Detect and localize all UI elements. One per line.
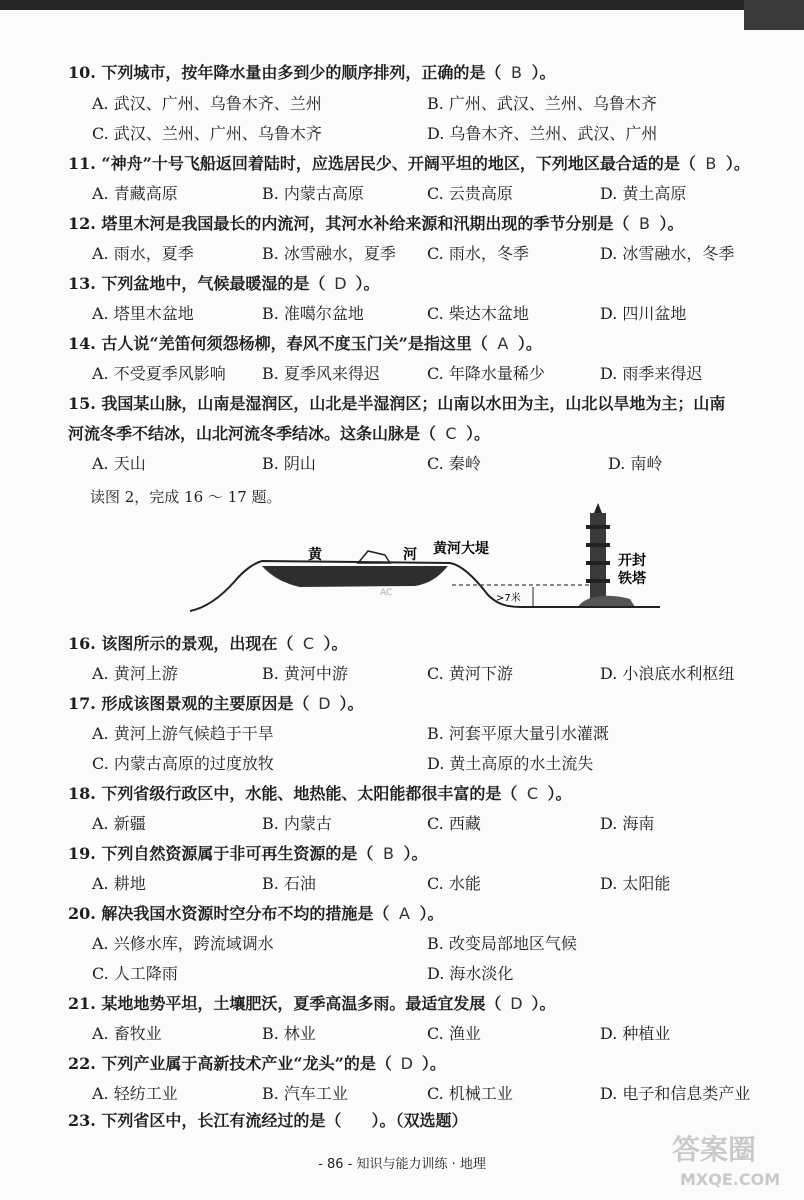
option-b: B. 汽车工业 — [262, 1084, 348, 1103]
question-stem: 下列省区中，长江有流经过的是（ — [101, 1111, 342, 1130]
option-c: C. 年降水量稀少 — [427, 364, 545, 383]
option-d: D. 乌鲁木齐、兰州、武汉、广州 — [427, 124, 658, 143]
option-d: D. 黄土高原的水土流失 — [427, 754, 594, 773]
question-13 — [68, 273, 379, 295]
question-stem: 下列产业属于高新技术产业“龙头”的是（ — [101, 1054, 392, 1073]
option-d: D. 种植业 — [600, 1024, 671, 1043]
option-c: C. 武汉、兰州、广州、乌鲁木齐 — [92, 124, 322, 143]
question-stem-end: ）。 — [419, 904, 444, 923]
handwritten-answer: B — [510, 63, 522, 82]
question-16 — [68, 633, 347, 655]
handwritten-answer: C — [445, 424, 457, 443]
handwritten-answer: D — [400, 1054, 413, 1073]
option-c: C. 人工降雨 — [92, 964, 178, 983]
option-d: D. 南岭 — [608, 454, 663, 473]
option-a: A. 青藏高原 — [92, 184, 178, 203]
question-number: 18. — [68, 784, 96, 803]
question-15 — [68, 393, 725, 415]
question-number: 10. — [68, 63, 96, 82]
question-number: 19. — [68, 844, 96, 863]
option-a: A. 轻纺工业 — [92, 1084, 178, 1103]
question-number: 13. — [68, 274, 96, 293]
option-d: D. 电子和信息类产业 — [600, 1084, 751, 1103]
option-c: C. 内蒙古高原的过度放牧 — [92, 754, 274, 773]
question-22 — [68, 1053, 446, 1075]
scan-top-edge — [0, 0, 804, 10]
option-c: C. 秦岭 — [427, 454, 481, 473]
question-10 — [68, 62, 555, 84]
option-b: B. 黄河中游 — [262, 664, 348, 683]
watermark-logo: 答案圈 — [672, 1133, 757, 1166]
question-stem: 下列城市，按年降水量由多到少的顺序排列，正确的是（ — [101, 63, 502, 82]
option-b: B. 冰雪融水，夏季 — [262, 244, 396, 263]
question-17 — [68, 693, 363, 715]
question-stem-end: ）。 — [547, 784, 572, 803]
question-stem: 下列盆地中，气候最暖湿的是（ — [101, 274, 326, 293]
question-stem: 下列省级行政区中，水能、地热能、太阳能都很丰富的是（ — [101, 784, 518, 803]
question-number: 20. — [68, 904, 96, 923]
page-footer: - 86 - 知识与能力训练 · 地理 — [318, 1157, 486, 1172]
question-20 — [68, 903, 443, 925]
question-number: 15. — [68, 394, 96, 413]
question-number: 17. — [68, 694, 96, 713]
question-stem-end: ）。 — [659, 214, 684, 233]
option-a: A. 雨水，夏季 — [92, 244, 194, 263]
option-b: B. 夏季风来得迟 — [262, 364, 380, 383]
question-number: 22. — [68, 1054, 96, 1073]
option-a: A. 畜牧业 — [92, 1024, 162, 1043]
option-a: A. 新疆 — [92, 814, 146, 833]
option-d: D. 太阳能 — [600, 874, 671, 893]
question-number: 11. — [68, 154, 96, 173]
question-stem: 古人说“羌笛何须怨杨柳，春风不度玉门关”是指这里（ — [101, 334, 488, 353]
figure-label-ac: AC — [380, 588, 393, 598]
river-cross-section — [190, 503, 665, 621]
question-number: 21. — [68, 994, 96, 1013]
question-14 — [68, 333, 542, 355]
option-b: B. 内蒙古高原 — [262, 184, 364, 203]
option-d: D. 四川盆地 — [600, 304, 687, 323]
option-c: C. 云贵高原 — [427, 184, 513, 203]
handwritten-answer: C — [526, 784, 539, 803]
option-b: B. 林业 — [262, 1024, 316, 1043]
option-c: C. 水能 — [427, 874, 481, 893]
handwritten-answer: D — [318, 694, 331, 713]
figure-label-dike: 黄河大堤 — [433, 541, 489, 557]
question-stem: 形成该图景观的主要原因是（ — [101, 694, 310, 713]
question-stem: 该图所示的景观，出现在（ — [101, 634, 294, 653]
handwritten-answer: A — [497, 334, 509, 353]
option-d: D. 海水淡化 — [427, 964, 514, 983]
option-a: A. 天山 — [92, 454, 146, 473]
question-stem: 下列自然资源属于非可再生资源的是（ — [101, 844, 374, 863]
handwritten-answer: B — [382, 844, 394, 863]
handwritten-answer: C — [302, 634, 315, 653]
question-stem-end: ）。 — [421, 1054, 446, 1073]
option-b: B. 广州、武汉、兰州、乌鲁木齐 — [427, 94, 657, 113]
yellow-river-figure — [190, 503, 665, 621]
handwritten-answer: A — [398, 904, 410, 923]
question-stem: 某地地势平坦，土壤肥沃，夏季高温多雨。最适宜发展（ — [101, 994, 502, 1013]
question-19 — [68, 843, 427, 865]
figure-label-tower: 铁塔 — [618, 571, 646, 587]
scan-top-corner — [744, 0, 804, 30]
option-d: D. 冰雪融水，冬季 — [600, 244, 735, 263]
question-stem-end: ）。 — [725, 154, 750, 173]
figure-label-huang: 黄 — [308, 547, 322, 563]
question-15-line2 — [68, 423, 490, 445]
question-stem: “神舟”十号飞船返回着陆时，应选居民少、开阔平坦的地区，下列地区最合适的是（ — [101, 154, 696, 173]
option-c: C. 雨水，冬季 — [427, 244, 529, 263]
question-stem: 解决我国水资源时空分布不均的措施是（ — [101, 904, 390, 923]
question-23 — [68, 1110, 467, 1132]
figure-label-kaifeng: 开封 — [618, 553, 646, 569]
figure-label-he: 河 — [403, 547, 417, 563]
handwritten-answer: B — [638, 214, 650, 233]
question-18 — [68, 783, 571, 805]
question-21 — [68, 993, 555, 1015]
question-12 — [68, 213, 683, 235]
option-c: C. 渔业 — [427, 1024, 481, 1043]
watermark-site: MXQE.COM — [680, 1170, 781, 1189]
option-a: A. 不受夏季风影响 — [92, 364, 226, 383]
question-stem-end: ）。 — [355, 274, 380, 293]
option-d: D. 小浪底水利枢纽 — [600, 664, 735, 683]
option-d: D. 雨季来得迟 — [600, 364, 703, 383]
option-b: B. 阴山 — [262, 454, 316, 473]
question-stem: 河流冬季不结冰，山北河流冬季结冰。这条山脉是（ — [68, 424, 437, 443]
option-a: A. 兴修水库，跨流域调水 — [92, 934, 274, 953]
option-c: C. 西藏 — [427, 814, 481, 833]
question-stem: 我国某山脉，山南是湿润区，山北是半湿润区；山南以水田为主，山北以旱地为主；山南 — [101, 394, 726, 413]
option-a: A. 武汉、广州、乌鲁木齐、兰州 — [92, 94, 322, 113]
option-a: A. 塔里木盆地 — [92, 304, 194, 323]
question-11 — [68, 153, 750, 175]
question-stem-end: ）。 — [466, 424, 491, 443]
question-stem-end: ）。 — [517, 334, 542, 353]
option-a: A. 黄河上游气候趋于干旱 — [92, 724, 274, 743]
option-a: A. 黄河上游 — [92, 664, 178, 683]
question-number: 23. — [68, 1111, 96, 1130]
option-b: B. 河套平原大量引水灌溉 — [427, 724, 609, 743]
figure-instruction: 读图 2，完成 16 ～ 17 题。 — [90, 488, 282, 506]
question-number: 16. — [68, 634, 96, 653]
question-number: 14. — [68, 334, 96, 353]
handwritten-answer: D — [510, 994, 523, 1013]
question-stem-end: ）。 — [339, 694, 364, 713]
question-stem-end: ）。 — [403, 844, 428, 863]
question-stem-end: ）。 — [531, 63, 556, 82]
option-c: C. 机械工业 — [427, 1084, 513, 1103]
option-c: C. 黄河下游 — [427, 664, 513, 683]
figure-label-height: >7米 — [496, 593, 521, 604]
option-d: D. 海南 — [600, 814, 655, 833]
option-b: B. 准噶尔盆地 — [262, 304, 364, 323]
question-stem-end: ）。（双选题） — [371, 1111, 468, 1130]
question-number: 12. — [68, 214, 96, 233]
question-stem: 塔里木河是我国最长的内流河，其河水补给来源和汛期出现的季节分别是（ — [101, 214, 630, 233]
option-c: C. 柴达木盆地 — [427, 304, 529, 323]
handwritten-answer: B — [705, 154, 717, 173]
question-stem-end: ）。 — [531, 994, 556, 1013]
option-d: D. 黄土高原 — [600, 184, 687, 203]
question-stem-end: ）。 — [323, 634, 348, 653]
option-a: A. 耕地 — [92, 874, 146, 893]
river-water — [262, 566, 448, 587]
handwritten-answer: D — [334, 274, 347, 293]
option-b: B. 内蒙古 — [262, 814, 332, 833]
option-b: B. 改变局部地区气候 — [427, 934, 577, 953]
option-b: B. 石油 — [262, 874, 316, 893]
